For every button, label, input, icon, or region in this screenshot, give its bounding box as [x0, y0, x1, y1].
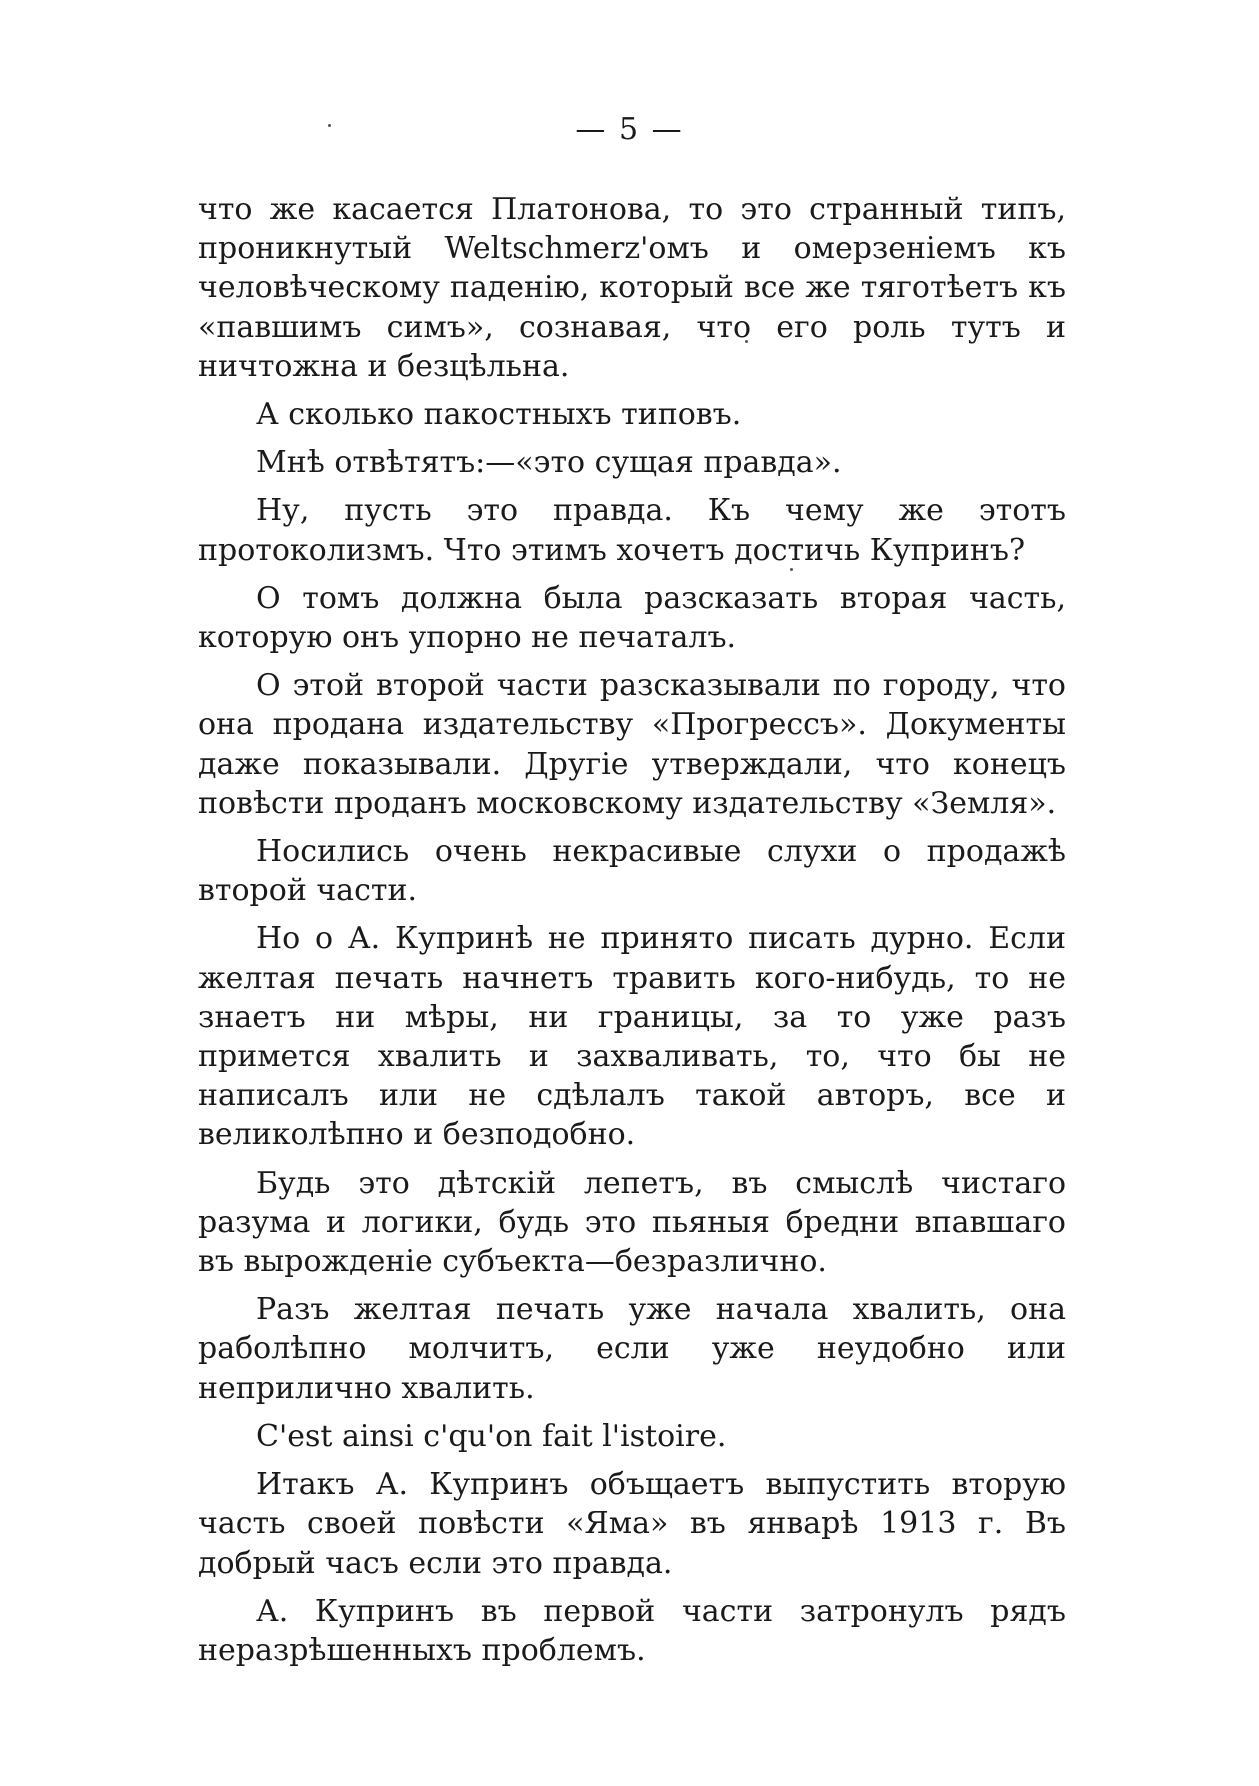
print-speck	[328, 124, 331, 127]
paragraph: О этой второй части разсказывали по городу, что она продана издательству «Прогрессъ». Документы даже показывали. Другіе утверждали, что конецъ повѣсти проданъ московскому издательству «Земля».	[198, 668, 1066, 821]
paragraph: Мнѣ отвѣтятъ:—«это сущая правда».	[256, 445, 842, 481]
body-text	[198, 190, 1066, 1679]
paragraph: Ну, пусть это правда. Къ чему же этотъ протоколизмъ. Что этимъ хочетъ достичь Купринъ?	[198, 493, 1066, 568]
paragraph: А. Купринъ въ первой части затронулъ рядъ неразрѣшенныхъ проблемъ.	[198, 1593, 1066, 1668]
paragraph: О томъ должна была разсказать вторая часть, которую онъ упорно не печаталъ.	[198, 580, 1066, 656]
paragraph: Итакъ А. Купринъ объщаетъ выпустить вторую часть своей повѣсти «Яма» въ январѣ 1913 г. Въ добрый часъ если это правда.	[198, 1467, 1066, 1581]
paragraph: Будь это дѣтскій лепетъ, въ смыслѣ чистаго разума и логики, будь это пьяныя бредни впавшаго въ вырожденіе субъекта—безразлично.	[198, 1165, 1066, 1280]
paragraph: Но о А. Купринѣ не принято писать дурно. Если желтая печать начнетъ травить кого-нибудь, то не знаетъ ни мѣры, ни границы, за то уже разъ примется хвалить и захваливать, то, что бы не написалъ или не сдѣлалъ такой авторъ, все и великолѣпно и безподобно.	[198, 921, 1066, 1153]
paragraph: что же касается Платонова, то это странный типъ, проникнутый Weltschmerz'омъ и омерзеніемъ къ человѣческому паденію, который все же тяготѣетъ къ «павшимъ симъ», сознавая, что его роль тутъ и ничтожна и безцѣльна.	[198, 192, 1066, 384]
paragraph: Носились очень некрасивые слухи о продажѣ второй части.	[198, 834, 1066, 909]
paragraph: Разъ желтая печать уже начала хвалить, она раболѣпно молчитъ, если уже неудобно или неприлично хвалить.	[198, 1292, 1066, 1406]
page-number: — 5 —	[575, 112, 684, 147]
paragraph: А сколько пакостныхъ типовъ.	[256, 397, 742, 433]
paragraph: C'est ainsi c'qu'on fait l'istoire.	[256, 1418, 727, 1454]
